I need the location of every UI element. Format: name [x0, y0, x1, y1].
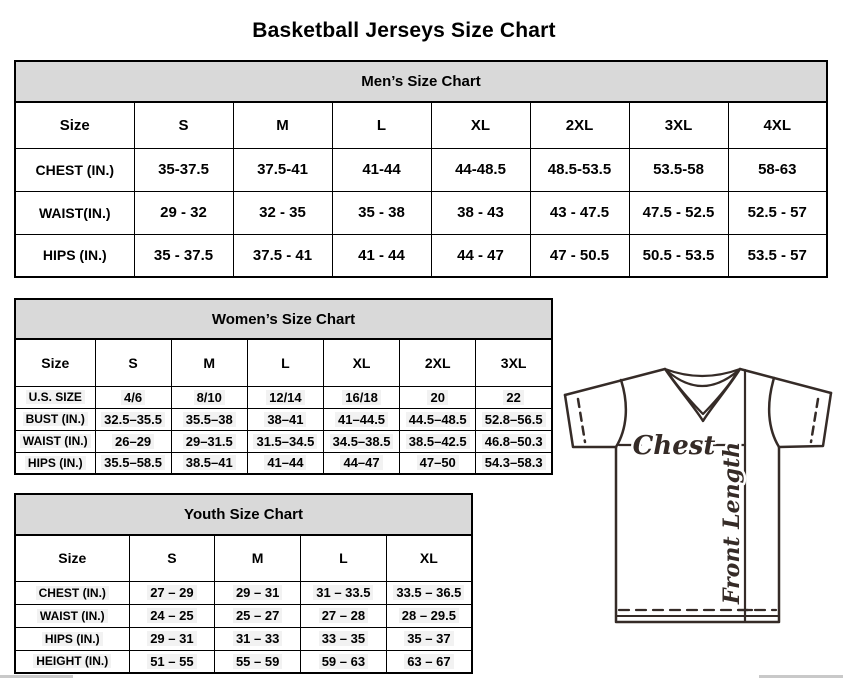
value-cell: [171, 430, 247, 452]
value-cell: 52.5 - 57: [728, 191, 827, 234]
column-header-cell: L: [247, 339, 323, 386]
value-cell: [323, 430, 399, 452]
value-cell: 44 - 47: [431, 234, 530, 277]
column-header-cell: XL: [323, 339, 399, 386]
value-cell-text: 25 – 27: [233, 608, 282, 623]
value-cell: [476, 430, 552, 452]
value-cell-text: 52.8–56.5: [482, 412, 546, 427]
jersey-shoulder-left: [565, 369, 665, 395]
value-cell-text: 59 – 63: [319, 654, 368, 669]
value-cell-text: 46.8–50.3: [482, 434, 546, 449]
scrollbar-fragment-left[interactable]: [0, 675, 73, 678]
value-cell-text: 29 – 31: [233, 585, 282, 600]
row-label: CHEST (IN.): [15, 148, 134, 191]
value-cell-text: 38–41: [264, 412, 306, 427]
value-cell: [171, 452, 247, 474]
value-cell-text: 32.5–35.5: [101, 412, 165, 427]
value-cell-text: 8/10: [194, 390, 225, 405]
row-label: [15, 581, 129, 604]
value-cell: [476, 408, 552, 430]
column-header-cell: XL: [431, 102, 530, 148]
value-cell-text: 29–31.5: [183, 434, 236, 449]
value-cell: [215, 650, 301, 673]
column-header-cell: S: [134, 102, 233, 148]
row-label: [15, 386, 95, 408]
value-cell: 47.5 - 52.5: [629, 191, 728, 234]
value-cell-text: 51 – 55: [147, 654, 196, 669]
value-cell: 35-37.5: [134, 148, 233, 191]
column-header-cell: L: [332, 102, 431, 148]
value-cell-text: 35 – 37: [404, 631, 453, 646]
value-cell: [247, 430, 323, 452]
value-cell-text: 35.5–38: [183, 412, 236, 427]
column-header-cell: 2XL: [530, 102, 629, 148]
table-title: Men’s Size Chart: [15, 61, 827, 102]
sleeve-cuff-dash-right: [811, 399, 818, 442]
value-cell: [247, 386, 323, 408]
value-cell: [400, 408, 476, 430]
value-cell-text: 27 – 28: [319, 608, 368, 623]
jersey-collar-back-arc: [665, 369, 740, 376]
value-cell: [301, 604, 387, 627]
value-cell-text: 24 – 25: [147, 608, 196, 623]
row-label: HIPS (IN.): [15, 234, 134, 277]
value-cell: [95, 386, 171, 408]
value-cell: [323, 452, 399, 474]
value-cell: [386, 604, 472, 627]
row-label: [15, 452, 95, 474]
value-cell-text: 63 – 67: [404, 654, 453, 669]
value-cell-text: 33 – 35: [319, 631, 368, 646]
value-cell-text: 22: [503, 390, 523, 405]
column-header-cell: S: [95, 339, 171, 386]
value-cell-text: 16/18: [342, 390, 381, 405]
value-cell: 47 - 50.5: [530, 234, 629, 277]
value-cell: [476, 386, 552, 408]
value-cell-text: 12/14: [266, 390, 305, 405]
value-cell-text: 31.5–34.5: [253, 434, 317, 449]
jersey-sleeve-right: [779, 393, 831, 447]
row-label-text: WAIST (IN.): [37, 609, 108, 623]
value-cell: [301, 650, 387, 673]
value-cell: [129, 604, 215, 627]
value-cell-text: 35.5–58.5: [101, 455, 165, 470]
value-cell: [95, 408, 171, 430]
value-cell: 35 - 38: [332, 191, 431, 234]
value-cell-text: 27 – 29: [147, 585, 196, 600]
value-cell: [386, 650, 472, 673]
row-label: [15, 408, 95, 430]
value-cell-text: 44.5–48.5: [406, 412, 470, 427]
column-header-cell: M: [215, 535, 301, 581]
value-cell: [171, 408, 247, 430]
value-cell: [247, 452, 323, 474]
size-header-label: Size: [15, 102, 134, 148]
womens-size-table: [14, 298, 553, 475]
row-label-text: U.S. SIZE: [26, 390, 85, 404]
chest-label: Chest: [632, 431, 716, 461]
value-cell: 44-48.5: [431, 148, 530, 191]
value-cell-text: 44–47: [340, 455, 382, 470]
row-label-text: HIPS (IN.): [25, 456, 86, 470]
value-cell-text: 33.5 – 36.5: [393, 585, 464, 600]
column-header-cell: M: [171, 339, 247, 386]
row-label-text: WAIST (IN.): [20, 434, 91, 448]
value-cell-text: 41–44.5: [335, 412, 388, 427]
value-cell: [215, 604, 301, 627]
column-header-cell: 4XL: [728, 102, 827, 148]
row-label-text: CHEST (IN.): [36, 586, 109, 600]
column-header-cell: 2XL: [400, 339, 476, 386]
value-cell-text: 38.5–41: [183, 455, 236, 470]
table-title: Women’s Size Chart: [15, 299, 552, 339]
value-cell-text: 26–29: [112, 434, 154, 449]
front-length-label: Front Length: [719, 441, 745, 605]
value-cell: [400, 452, 476, 474]
value-cell: 50.5 - 53.5: [629, 234, 728, 277]
value-cell: 29 - 32: [134, 191, 233, 234]
value-cell: [301, 581, 387, 604]
row-label: [15, 650, 129, 673]
table-title: Youth Size Chart: [15, 494, 472, 535]
page-title: Basketball Jerseys Size Chart: [252, 19, 556, 43]
value-cell: [400, 430, 476, 452]
jersey-body-outline: [616, 447, 779, 622]
value-cell: [215, 627, 301, 650]
jersey-sleeve-seam-left: [616, 380, 626, 447]
value-cell: 38 - 43: [431, 191, 530, 234]
value-cell: 41-44: [332, 148, 431, 191]
column-header-cell: XL: [386, 535, 472, 581]
row-label: [15, 627, 129, 650]
size-header-label: Size: [15, 535, 129, 581]
value-cell: 58-63: [728, 148, 827, 191]
value-cell-text: 28 – 29.5: [399, 608, 459, 623]
value-cell: [323, 408, 399, 430]
value-cell: [129, 650, 215, 673]
row-label-text: BUST (IN.): [23, 412, 88, 426]
value-cell-text: 54.3–58.3: [482, 455, 546, 470]
jersey-measurement-diagram: [553, 363, 843, 633]
jersey-sleeve-seam-right: [769, 378, 779, 447]
value-cell-text: 55 – 59: [233, 654, 282, 669]
row-label-text: HEIGHT (IN.): [33, 654, 111, 668]
value-cell: 32 - 35: [233, 191, 332, 234]
value-cell-text: 20: [427, 390, 447, 405]
value-cell-text: 38.5–42.5: [406, 434, 470, 449]
value-cell: [386, 627, 472, 650]
value-cell: 37.5 - 41: [233, 234, 332, 277]
row-label: [15, 604, 129, 627]
value-cell: [386, 581, 472, 604]
column-header-cell: 3XL: [629, 102, 728, 148]
value-cell-text: 31 – 33: [233, 631, 282, 646]
sleeve-cuff-dash-left: [578, 399, 585, 442]
row-label-text: HIPS (IN.): [42, 632, 103, 646]
value-cell: 37.5-41: [233, 148, 332, 191]
value-cell: 53.5 - 57: [728, 234, 827, 277]
value-cell: [323, 386, 399, 408]
value-cell: [215, 581, 301, 604]
value-cell: [400, 386, 476, 408]
value-cell-text: 29 – 31: [147, 631, 196, 646]
youth-size-table: [14, 493, 473, 674]
scrollbar-fragment-right[interactable]: [759, 675, 843, 678]
value-cell: [95, 452, 171, 474]
value-cell: [129, 627, 215, 650]
column-header-cell: M: [233, 102, 332, 148]
column-header-cell: 3XL: [476, 339, 552, 386]
value-cell: 48.5-53.5: [530, 148, 629, 191]
value-cell: [95, 430, 171, 452]
value-cell-text: 31 – 33.5: [313, 585, 373, 600]
value-cell-text: 47–50: [417, 455, 459, 470]
value-cell: [129, 581, 215, 604]
mens-size-table: [14, 60, 828, 278]
value-cell: [247, 408, 323, 430]
value-cell: 41 - 44: [332, 234, 431, 277]
value-cell: [301, 627, 387, 650]
row-label: [15, 430, 95, 452]
value-cell: 35 - 37.5: [134, 234, 233, 277]
value-cell: 53.5-58: [629, 148, 728, 191]
column-header-cell: S: [129, 535, 215, 581]
value-cell: [171, 386, 247, 408]
value-cell-text: 41–44: [264, 455, 306, 470]
value-cell-text: 34.5–38.5: [330, 434, 394, 449]
jersey-sleeve-left: [565, 395, 616, 447]
value-cell: [476, 452, 552, 474]
row-label: WAIST(IN.): [15, 191, 134, 234]
size-header-label: Size: [15, 339, 95, 386]
value-cell: 43 - 47.5: [530, 191, 629, 234]
value-cell-text: 4/6: [121, 390, 145, 405]
column-header-cell: L: [301, 535, 387, 581]
jersey-shoulder-right: [740, 369, 831, 393]
